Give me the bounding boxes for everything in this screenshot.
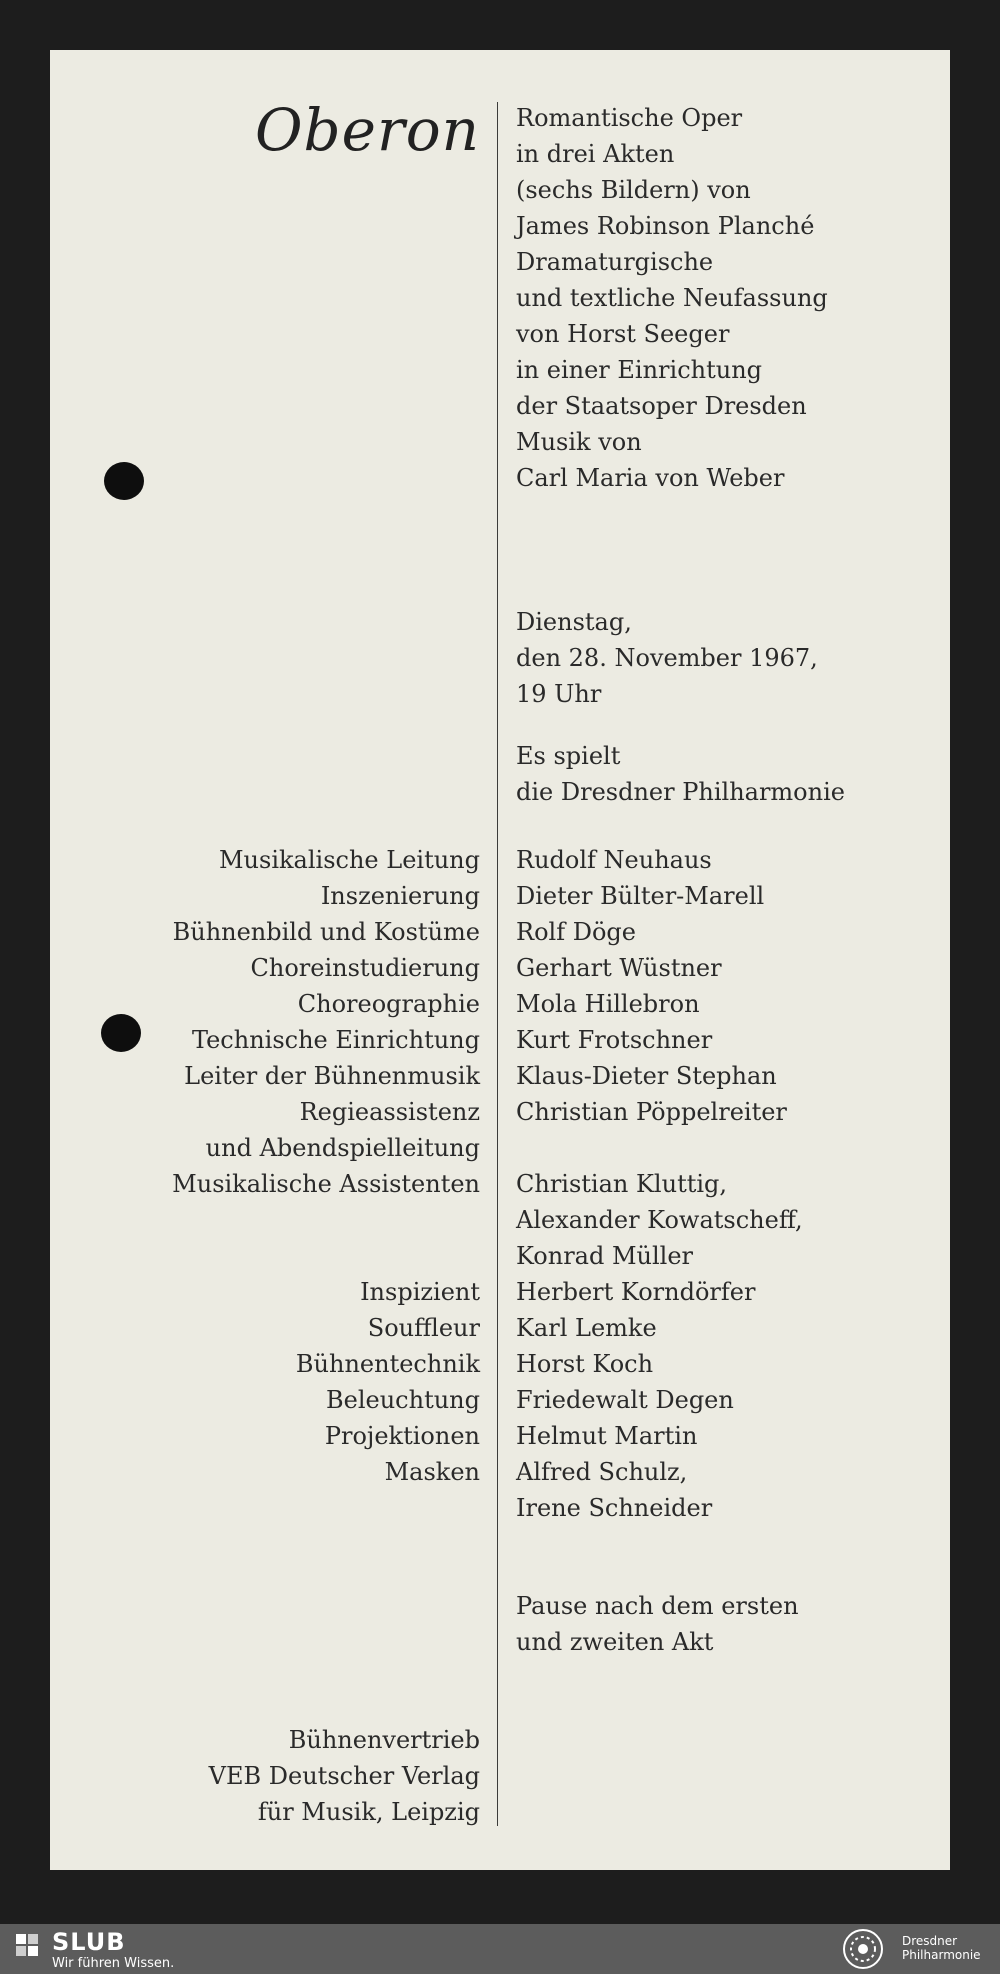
text-line: Romantische Oper (516, 104, 743, 132)
text-line: Christian Kluttig, (516, 1170, 728, 1198)
text-line: Leiter der Bühnenmusik (184, 1062, 480, 1090)
performance-date (516, 604, 818, 712)
text-line: (sechs Bildern) von (516, 176, 751, 204)
text-line: und Abendspielleitung (205, 1134, 480, 1162)
crew-roles (296, 1274, 480, 1490)
partner-name-line1: Dresdner (902, 1934, 958, 1948)
text-line: und textliche Neufassung (516, 284, 828, 312)
text-line: Gerhart Wüstner (516, 954, 722, 982)
punch-hole (104, 462, 144, 500)
partner-name-line2: Philharmonie (902, 1948, 981, 1962)
text-line: Musikalische Assistenten (172, 1170, 480, 1198)
text-line: Bühnentechnik (295, 1350, 480, 1378)
text-line: die Dresdner Philharmonie (516, 778, 845, 806)
text-line: Musikalische Leitung (218, 846, 480, 874)
text-line: Rolf Döge (516, 918, 636, 946)
text-line: Bühnenvertrieb (288, 1726, 480, 1754)
text-line: James Robinson Planché (516, 212, 815, 240)
text-line: Klaus-Dieter Stephan (516, 1062, 777, 1090)
text-line: Rudolf Neuhaus (516, 846, 712, 874)
slub-logo-icon (14, 1932, 40, 1958)
text-line: Inspizient (360, 1278, 480, 1306)
column-divider (497, 102, 498, 1826)
text-line: Inszenierung (320, 882, 480, 910)
crew-names (516, 1274, 755, 1526)
text-line: Projektionen (324, 1422, 480, 1450)
text-line: in drei Akten (516, 140, 675, 168)
text-line: Musik von (516, 428, 642, 456)
publisher-note (209, 1722, 480, 1830)
text-line: für Musik, Leipzig (257, 1798, 480, 1826)
text-line: Christian Pöppelreiter (516, 1098, 787, 1126)
text-line: Bühnenbild und Kostüme (172, 918, 480, 946)
text-line: Souffleur (367, 1314, 480, 1342)
credit-roles (172, 842, 480, 1202)
credit-names (516, 842, 803, 1274)
text-line: Es spielt (516, 742, 621, 770)
text-line: und zweiten Akt (516, 1628, 714, 1656)
text-line: von Horst Seeger (516, 320, 730, 348)
orchestra-note (516, 738, 845, 810)
text-line: Irene Schneider (516, 1494, 713, 1522)
opera-description (516, 100, 828, 496)
text-line: VEB Deutscher Verlag (208, 1762, 480, 1790)
text-line: Herbert Korndörfer (516, 1278, 756, 1306)
text-line: der Staatsoper Dresden (516, 392, 807, 420)
text-line: Choreinstudierung (250, 954, 480, 982)
text-line: Beleuchtung (326, 1386, 480, 1414)
text-line: 19 Uhr (516, 680, 602, 708)
text-line: Mola Hillebron (516, 990, 700, 1018)
text-line: Konrad Müller (516, 1242, 694, 1270)
text-line: Dieter Bülter-Marell (516, 882, 765, 910)
text-line: Choreographie (297, 990, 480, 1018)
opera-title: Oberon (254, 96, 480, 164)
text-line: Karl Lemke (516, 1314, 657, 1342)
text-line: den 28. November 1967, (516, 644, 818, 672)
text-line: Technische Einrichtung (191, 1026, 480, 1054)
text-line: in einer Einrichtung (516, 356, 763, 384)
text-line: Regieassistenz (299, 1098, 480, 1126)
text-line: Helmut Martin (516, 1422, 698, 1450)
text-line: Alfred Schulz, (516, 1458, 688, 1486)
text-line: Kurt Frotschner (516, 1026, 713, 1054)
text-line: Dienstag, (516, 608, 632, 636)
partner-name (902, 1934, 981, 1962)
punch-hole (101, 1014, 141, 1052)
text-line: Alexander Kowatscheff, (516, 1206, 803, 1234)
text-line (516, 1130, 803, 1166)
text-line: Carl Maria von Weber (516, 464, 785, 492)
text-line: Masken (384, 1458, 480, 1486)
text-line: Pause nach dem ersten (516, 1592, 799, 1620)
dresdner-philharmonie-logo-icon (842, 1928, 884, 1970)
archive-footer-bar (0, 1924, 1000, 1974)
text-line: Horst Koch (516, 1350, 654, 1378)
intermission-note (516, 1588, 799, 1660)
slub-name: SLUB (52, 1928, 126, 1956)
text-line: Friedewalt Degen (516, 1386, 734, 1414)
text-line: Dramaturgische (516, 248, 714, 276)
slub-tagline: Wir führen Wissen. (52, 1956, 175, 1971)
